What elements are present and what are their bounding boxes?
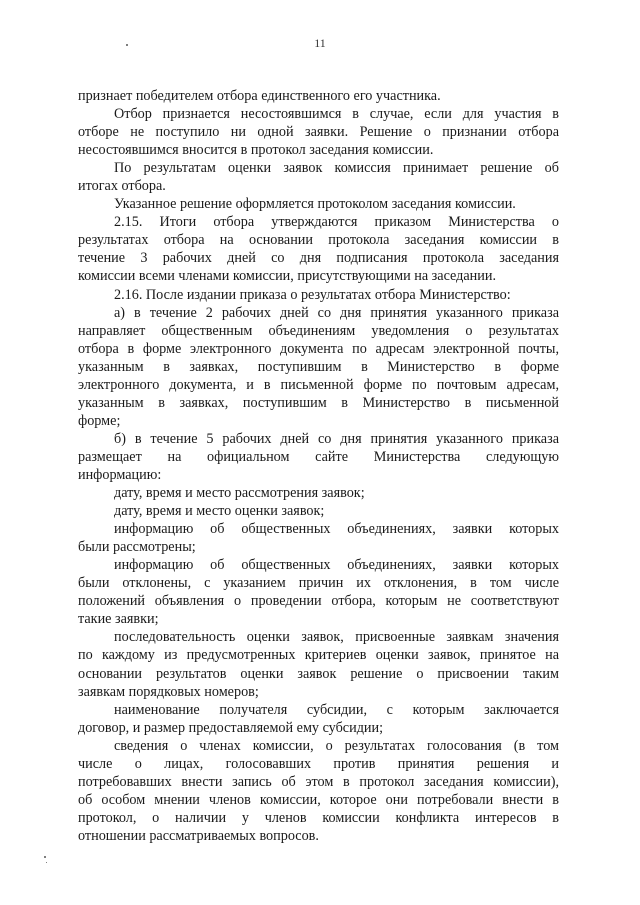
text-line: направляет общественным объединениям уведомления о результатах [78,322,559,339]
text-line: Указанное решение оформляется протоколом заседания комиссии. [114,196,516,213]
text-line: комиссии всеми членами комиссии, присутствующими на заседании. [78,268,497,285]
text-line: были отклонены, с указанием причин их отклонения, в том числе [78,575,559,592]
text-line: размещает на официальном сайте Министерства следующую [78,448,559,465]
scan-speck [44,856,46,858]
text-line: форме; [78,412,121,429]
page-number: 11 [314,36,326,50]
document-body [78,87,559,845]
scan-speck [46,862,47,863]
text-line: числе о лицах, голосовавших против принятия решения и [78,755,559,772]
text-line: наименование получателя субсидии, с которым заключается [114,701,559,718]
text-line: потребовавших внести запись об этом в протокол заседания комиссии), [78,773,559,790]
text-line: б) в течение 5 рабочих дней со дня принятия указанного приказа [114,430,559,447]
text-line: информацию: [78,466,162,483]
text-line: По результатам оценки заявок комиссия принимает решение об [114,160,559,177]
text-line: об особом мнении членов комиссии, которое они потребовали внести в [78,791,559,808]
text-line: итогах отбора. [78,178,166,195]
text-line: основании результатов оценки заявок решение о присвоении таким [78,665,559,682]
text-line: дату, время и место рассмотрения заявок; [114,485,365,502]
text-line: были рассмотрены; [78,539,196,556]
text-line: по каждому из предусмотренных критериев оценки заявок, принятое на [78,647,559,664]
text-line: дату, время и место оценки заявок; [114,503,325,520]
text-line: электронного документа, и в письменной форме по почтовым адресам, [78,376,559,393]
text-line: последовательность оценки заявок, присвоенные заявкам значения [114,629,559,646]
text-line: указанным в заявках, поступившим в Министерство в письменной [78,394,559,411]
text-line: Отбор признается несостоявшимся в случае, если для участия в [114,106,559,123]
text-line: заявкам порядковых номеров; [78,683,259,700]
text-line: договор, и размер предоставляемой ему субсидии; [78,719,384,736]
text-line: признает победителем отбора единственного его участника. [78,88,441,104]
text-line: несостоявшимся вносится в протокол заседания комиссии. [78,142,434,159]
text-line: отборе не поступило ни одной заявки. Решение о признании отбора [78,124,559,141]
text-line: информацию об общественных объединениях, заявки которых [114,557,559,574]
text-line: результатах отбора на основании протокола заседания комиссии в [78,232,559,249]
text-line: протокол, о наличии у членов комиссии конфликта интересов в [78,809,559,826]
text-line: такие заявки; [78,611,159,628]
text-line: 2.15. Итоги отбора утверждаются приказом Министерства о [114,214,559,231]
text-line: указанным в заявках, поступившим в Министерство в форме [78,358,559,375]
text-line: отношении рассматриваемых вопросов. [78,827,319,844]
text-line: а) в течение 2 рабочих дней со дня принятия указанного приказа [114,304,559,321]
text-line: информацию об общественных объединениях, заявки которых [114,521,559,538]
text-line: 2.16. После издании приказа о результатах отбора Министерство: [114,286,511,303]
text-line: сведения о членах комиссии, о результатах голосования (в том [114,737,559,754]
text-line: течение 3 рабочих дней со дня подписания протокола заседания [78,250,559,267]
text-line: положений объявления о проведении отбора, которым не соответствуют [78,593,559,610]
text-line: отбора в форме электронного документа по адресам электронной почты, [78,340,559,357]
scan-speck [126,44,128,46]
